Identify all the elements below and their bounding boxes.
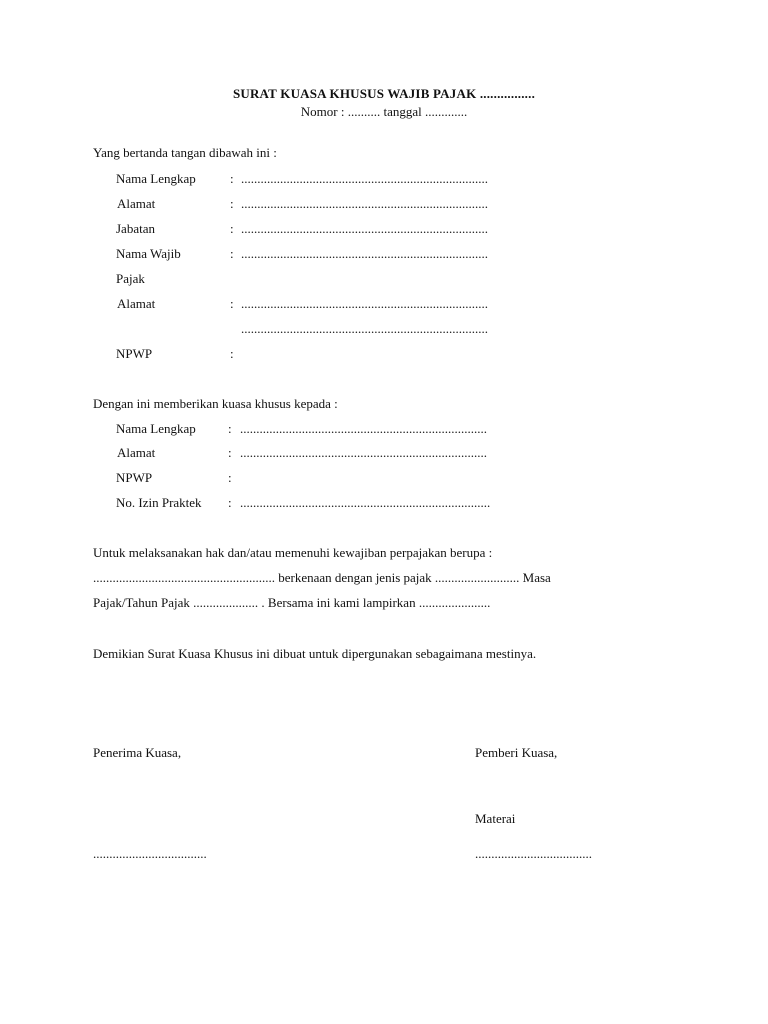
- field-value: .............................................................................: [240, 495, 491, 510]
- section1-intro: Yang bertanda tangan dibawah ini :: [93, 145, 277, 160]
- field-value: ............................................................................: [240, 445, 487, 460]
- receiver-signature-line: ...................................: [93, 846, 207, 861]
- receiver-label: Penerima Kuasa,: [93, 745, 182, 760]
- field-label: Jabatan: [116, 221, 155, 236]
- field-colon: :: [230, 196, 234, 211]
- field-label: Pajak: [116, 271, 145, 286]
- field-label: Nama Lengkap: [116, 421, 196, 436]
- stamp-label: Materai: [475, 811, 516, 826]
- field-value: ............................................................................: [241, 171, 488, 186]
- field-label: Alamat: [117, 196, 156, 211]
- field-value: ............................................................................: [241, 221, 488, 236]
- giver-label: Pemberi Kuasa,: [475, 745, 558, 760]
- field-value: ............................................................................: [241, 246, 488, 261]
- purpose-line-1: Untuk melaksanakan hak dan/atau memenuhi kewajiban perpajakan berupa :: [93, 545, 493, 560]
- field-value: ............................................................................: [241, 321, 488, 336]
- field-colon: :: [230, 221, 234, 236]
- purpose-line-3: Pajak/Tahun Pajak .................... . Bersama ini kami lampirkan ......................: [93, 595, 491, 610]
- section2-intro: Dengan ini memberikan kuasa khusus kepada :: [93, 396, 338, 411]
- field-colon: :: [230, 296, 234, 311]
- field-colon: :: [228, 470, 232, 485]
- field-value: ............................................................................: [241, 296, 488, 311]
- giver-signature-line: ....................................: [475, 846, 592, 861]
- field-label: Alamat: [117, 445, 156, 460]
- field-label: NPWP: [116, 346, 153, 361]
- field-colon: :: [228, 445, 232, 460]
- document-title: SURAT KUASA KHUSUS WAJIB PAJAK ................: [232, 86, 536, 101]
- field-label: NPWP: [116, 470, 153, 485]
- field-value: ............................................................................: [241, 196, 488, 211]
- field-colon: :: [230, 171, 234, 186]
- document-number: Nomor : .......... tanggal .............: [300, 104, 468, 119]
- field-colon: :: [228, 495, 232, 510]
- purpose-line-2: ........................................................ berkenaan dengan jenis pajak .......................... Masa: [93, 570, 551, 585]
- field-label: Nama Wajib: [116, 246, 181, 261]
- field-label: Nama Lengkap: [116, 171, 196, 186]
- field-value: ............................................................................: [240, 421, 487, 436]
- field-label: Alamat: [117, 296, 156, 311]
- field-colon: :: [228, 421, 232, 436]
- field-label: No. Izin Praktek: [116, 495, 202, 510]
- field-colon: :: [230, 346, 234, 361]
- field-colon: :: [230, 246, 234, 261]
- closing-statement: Demikian Surat Kuasa Khusus ini dibuat untuk dipergunakan sebagaimana mestinya.: [93, 646, 537, 661]
